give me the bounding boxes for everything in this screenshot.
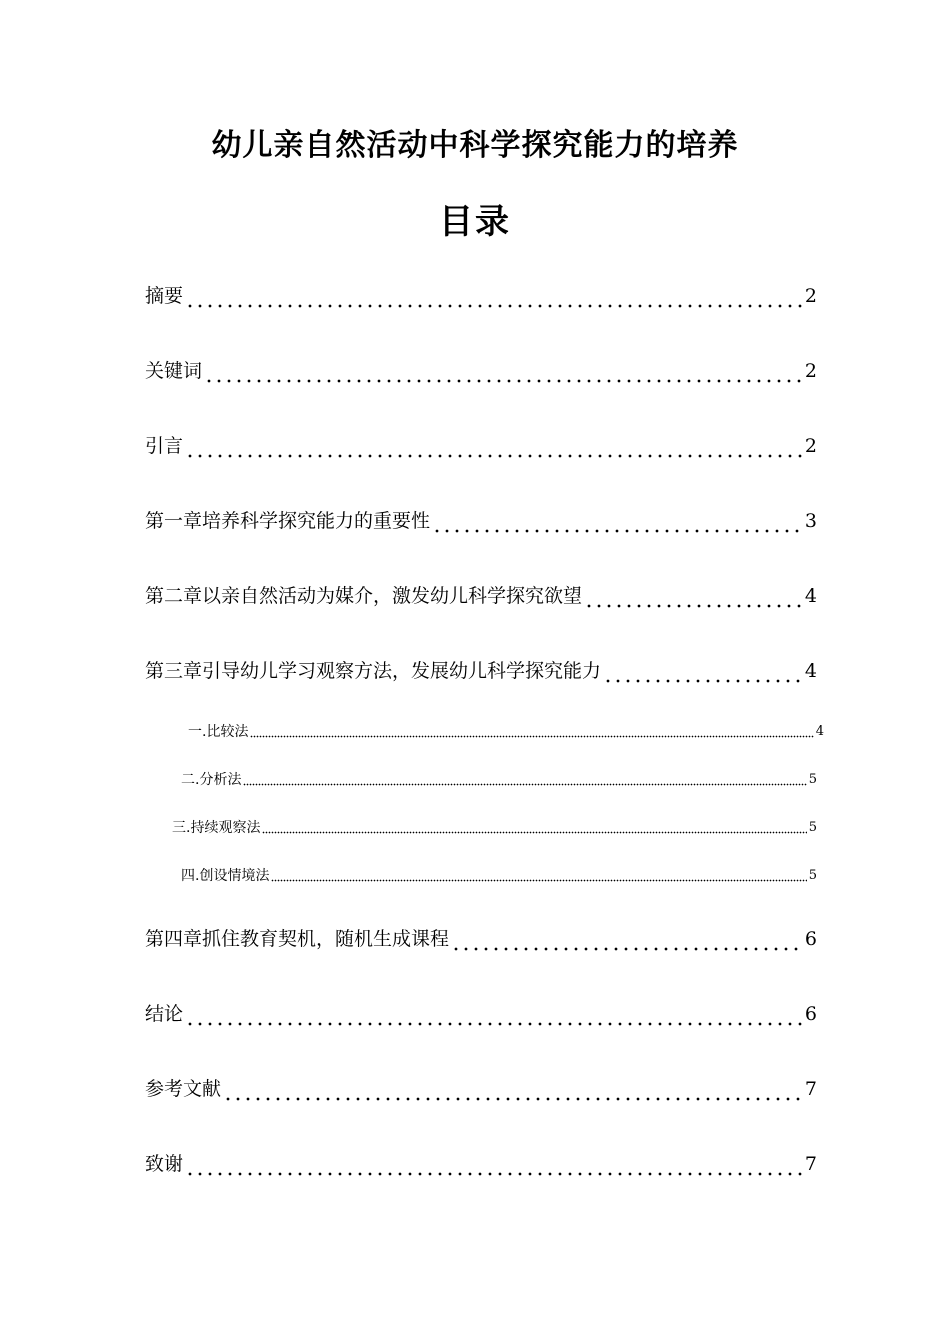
toc-page-number: 2: [804, 360, 817, 382]
toc-entry-label: 参考文献: [145, 1078, 222, 1100]
dot-leader: [185, 1147, 803, 1181]
toc-page-number: 5: [808, 772, 817, 787]
toc-page-number: 4: [804, 585, 817, 607]
toc-page-number: 2: [804, 285, 817, 307]
toc-page-number: 3: [804, 510, 817, 532]
toc-entry-label: 一.比较法: [188, 724, 249, 740]
toc-page-number: 6: [804, 928, 817, 950]
toc-page-number: 6: [804, 1003, 817, 1025]
dot-leader: [584, 579, 803, 613]
document-title: 幼儿亲自然活动中科学探究能力的培养: [211, 128, 739, 163]
toc-page-number: 4: [815, 724, 824, 739]
dot-leader: [185, 429, 803, 463]
dot-leader: [185, 997, 803, 1031]
toc-entry-label: 引言: [145, 435, 184, 457]
dot-leader: [185, 279, 803, 313]
toc-entry-label: 第四章抓住教育契机，随机生成课程: [145, 928, 450, 950]
toc-page-number: 5: [808, 820, 817, 835]
dot-leader: [204, 354, 803, 388]
toc-entry-chapter-4[interactable]: [145, 922, 817, 956]
toc-page-number: 2: [804, 435, 817, 457]
toc-subentry-comparison[interactable]: [188, 722, 824, 742]
toc-subentry-continuous-observation[interactable]: [172, 818, 817, 838]
toc-heading: 目录: [439, 202, 511, 242]
toc-page-number: 7: [804, 1078, 817, 1100]
dot-leader: [271, 866, 806, 886]
toc-entry-label: 致谢: [145, 1153, 184, 1175]
dot-leader: [250, 722, 813, 742]
toc-entry-label: 第三章引导幼儿学习观察方法，发展幼儿科学探究能力: [145, 660, 602, 682]
toc-entry-introduction[interactable]: [145, 429, 817, 463]
toc-entry-label: 二.分析法: [181, 772, 242, 788]
toc-entry-chapter-3[interactable]: [145, 654, 817, 688]
toc-page-number: 7: [804, 1153, 817, 1175]
toc-entry-conclusion[interactable]: [145, 997, 817, 1031]
toc-entry-label: 关键词: [145, 360, 203, 382]
toc-entry-label: 摘要: [145, 285, 184, 307]
toc-entry-label: 三.持续观察法: [172, 820, 261, 836]
toc-entry-references[interactable]: [145, 1072, 817, 1106]
toc-page-number: 4: [804, 660, 817, 682]
toc-subentry-analysis[interactable]: [181, 770, 817, 790]
toc-entry-label: 第二章以亲自然活动为媒介，激发幼儿科学探究欲望: [145, 585, 583, 607]
toc-entry-label: 四.创设情境法: [181, 868, 270, 884]
toc-entry-keywords[interactable]: [145, 354, 817, 388]
dot-leader: [262, 818, 806, 838]
dot-leader: [603, 654, 803, 688]
toc-entry-abstract[interactable]: [145, 279, 817, 313]
toc-entry-chapter-1[interactable]: [145, 504, 817, 538]
toc-entry-label: 结论: [145, 1003, 184, 1025]
toc-entry-acknowledgements[interactable]: [145, 1147, 817, 1181]
dot-leader: [243, 770, 806, 790]
toc-page-number: 5: [808, 868, 817, 883]
dot-leader: [432, 504, 803, 538]
toc-entry-label: 第一章培养科学探究能力的重要性: [145, 510, 431, 532]
dot-leader: [223, 1072, 803, 1106]
toc-subentry-situation-creation[interactable]: [181, 866, 817, 886]
toc-entry-chapter-2[interactable]: [145, 579, 817, 613]
dot-leader: [451, 922, 803, 956]
